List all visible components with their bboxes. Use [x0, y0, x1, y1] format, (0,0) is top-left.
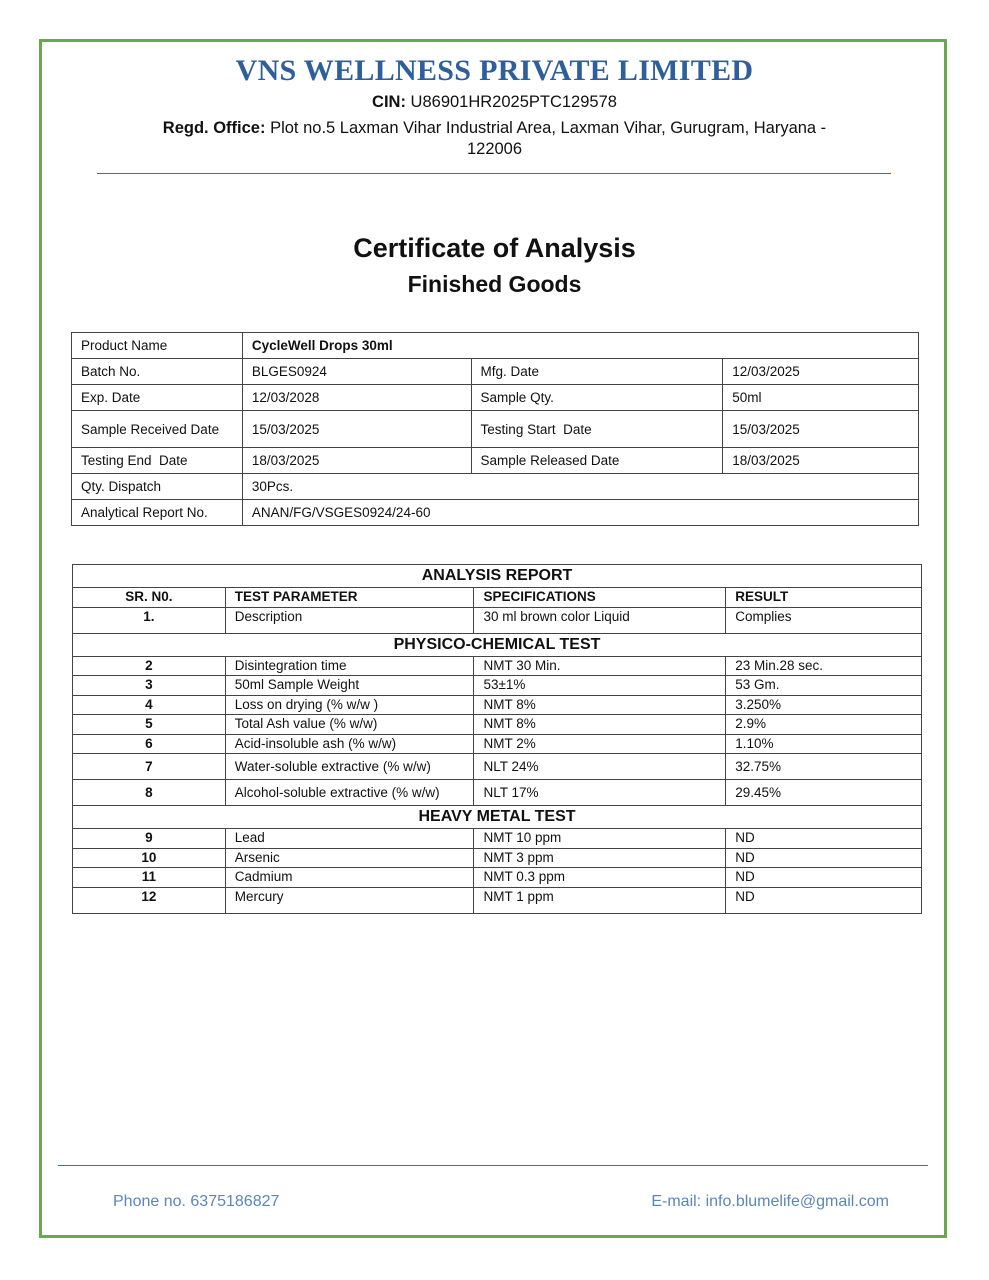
test-parameter: 50ml Sample Weight [225, 676, 474, 696]
footer-email: E-mail: info.blumelife@gmail.com [651, 1193, 889, 1210]
specification: NMT 10 ppm [474, 829, 726, 849]
result: 3.250% [726, 695, 922, 715]
test-parameter: Arsenic [225, 848, 474, 868]
specification: NLT 17% [474, 780, 726, 806]
physico-chemical-title: PHYSICO-CHEMICAL TEST [73, 633, 922, 656]
table-row [72, 333, 919, 359]
batch-value: BLGES0924 [242, 359, 471, 385]
specification: NMT 8% [474, 695, 726, 715]
test-parameter: Mercury [225, 887, 474, 913]
product-info-table [71, 332, 919, 526]
specification: 30 ml brown color Liquid [474, 607, 726, 633]
result: 29.45% [726, 780, 922, 806]
exp-date-value: 12/03/2028 [242, 385, 471, 411]
sr-no: 5 [73, 715, 226, 735]
cin-label: CIN: [372, 93, 406, 111]
table-row [72, 500, 919, 526]
table-row [73, 676, 922, 696]
table-row [73, 868, 922, 888]
sample-qty-value: 50ml [723, 385, 919, 411]
result: 2.9% [726, 715, 922, 735]
footer-phone: Phone no. 6375186827 [113, 1193, 280, 1210]
qty-dispatch-value: 30Pcs. [242, 474, 918, 500]
table-row [72, 359, 919, 385]
table-row [73, 754, 922, 780]
company-name: VNS WELLNESS PRIVATE LIMITED [235, 54, 754, 87]
test-parameter: Loss on drying (% w/w ) [225, 695, 474, 715]
specification: NMT 30 Min. [474, 656, 726, 676]
regd-label: Regd. Office: [162, 119, 266, 137]
specification: NMT 2% [474, 734, 726, 754]
test-parameter: Disintegration time [225, 656, 474, 676]
specification: NMT 1 ppm [474, 887, 726, 913]
header-row [73, 588, 922, 608]
table-row [72, 411, 919, 448]
document-subtitle: Finished Goods [407, 271, 582, 297]
table-row [73, 887, 922, 913]
qty-dispatch-label: Qty. Dispatch [72, 474, 243, 500]
section-row [73, 806, 922, 829]
mfg-date-label: Mfg. Date [471, 359, 723, 385]
analysis-report-title: ANALYSIS REPORT [73, 565, 922, 588]
testing-start-value: 15/03/2025 [723, 411, 919, 448]
sr-no: 4 [73, 695, 226, 715]
test-parameter: Cadmium [225, 868, 474, 888]
header-divider [97, 173, 891, 174]
result: ND [726, 829, 922, 849]
result: 1.10% [726, 734, 922, 754]
sr-no: 7 [73, 754, 226, 780]
table-row [73, 829, 922, 849]
sr-no: 8 [73, 780, 226, 806]
sr-no: 12 [73, 887, 226, 913]
testing-end-label: Testing End Date [72, 448, 243, 474]
result: ND [726, 848, 922, 868]
table-row [72, 448, 919, 474]
batch-label: Batch No. [72, 359, 243, 385]
specification: NMT 8% [474, 715, 726, 735]
table-row [73, 715, 922, 735]
section-row [73, 565, 922, 588]
table-row [73, 848, 922, 868]
registered-office [150, 118, 839, 160]
table-row [72, 474, 919, 500]
section-row [73, 633, 922, 656]
exp-date-label: Exp. Date [72, 385, 243, 411]
sr-no: 3 [73, 676, 226, 696]
col-header-specifications: SPECIFICATIONS [474, 588, 726, 608]
col-header-sr: SR. N0. [73, 588, 226, 608]
table-row [73, 607, 922, 633]
sr-no: 9 [73, 829, 226, 849]
sr-no: 11 [73, 868, 226, 888]
specification: NLT 24% [474, 754, 726, 780]
cin-line [0, 93, 989, 112]
testing-start-label: Testing Start Date [471, 411, 723, 448]
result: Complies [726, 607, 922, 633]
test-parameter: Description [225, 607, 474, 633]
table-row [73, 656, 922, 676]
regd-address: Plot no.5 Laxman Vihar Industrial Area, Laxman Vihar, Gurugram, Haryana - 122006 [270, 119, 827, 158]
sr-no: 10 [73, 848, 226, 868]
sample-qty-label: Sample Qty. [471, 385, 723, 411]
table-row [73, 780, 922, 806]
testing-end-value: 18/03/2025 [242, 448, 471, 474]
analysis-report-table [72, 564, 922, 914]
sr-no: 2 [73, 656, 226, 676]
report-no-value: ANAN/FG/VSGES0924/24-60 [242, 500, 918, 526]
test-parameter: Water-soluble extractive (% w/w) [225, 754, 474, 780]
cin-value: U86901HR2025PTC129578 [410, 93, 617, 111]
table-row [72, 385, 919, 411]
sr-no: 1. [73, 607, 226, 633]
sample-released-value: 18/03/2025 [723, 448, 919, 474]
test-parameter: Lead [225, 829, 474, 849]
footer-divider [58, 1165, 928, 1166]
specification: NMT 3 ppm [474, 848, 726, 868]
test-parameter: Acid-insoluble ash (% w/w) [225, 734, 474, 754]
specification: 53±1% [474, 676, 726, 696]
product-name-value: CycleWell Drops 30ml [242, 333, 918, 359]
sr-no: 6 [73, 734, 226, 754]
table-row [73, 695, 922, 715]
test-parameter: Alcohol-soluble extractive (% w/w) [225, 780, 474, 806]
mfg-date-value: 12/03/2025 [723, 359, 919, 385]
sample-released-label: Sample Released Date [471, 448, 723, 474]
table-row [73, 734, 922, 754]
result: 32.75% [726, 754, 922, 780]
col-header-result: RESULT [726, 588, 922, 608]
result: ND [726, 887, 922, 913]
result: ND [726, 868, 922, 888]
test-parameter: Total Ash value (% w/w) [225, 715, 474, 735]
document-title: Certificate of Analysis [353, 233, 636, 263]
col-header-parameter: TEST PARAMETER [225, 588, 474, 608]
result: 23 Min.28 sec. [726, 656, 922, 676]
result: 53 Gm. [726, 676, 922, 696]
sample-received-label: Sample Received Date [72, 411, 243, 448]
heavy-metal-title: HEAVY METAL TEST [73, 806, 922, 829]
report-no-label: Analytical Report No. [72, 500, 243, 526]
product-name-label: Product Name [72, 333, 243, 359]
specification: NMT 0.3 ppm [474, 868, 726, 888]
sample-received-value: 15/03/2025 [242, 411, 471, 448]
